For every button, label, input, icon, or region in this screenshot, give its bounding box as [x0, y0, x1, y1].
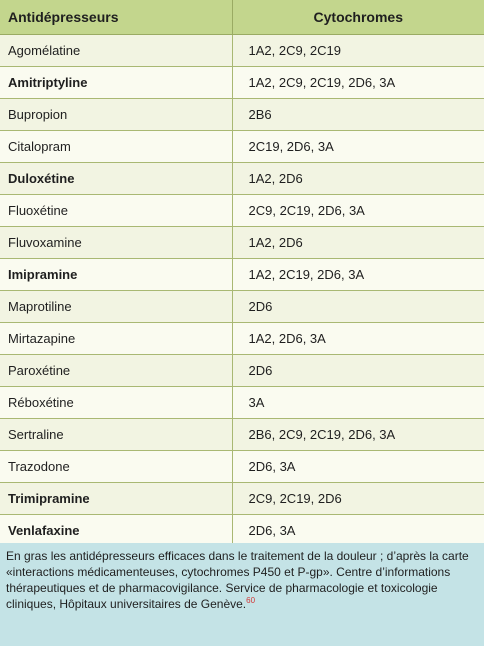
table-row — [0, 419, 484, 451]
cytochrome-cell: 1A2, 2C19, 2D6, 3A — [232, 259, 484, 291]
drug-name-cell: Citalopram — [0, 131, 232, 163]
table-row — [0, 131, 484, 163]
header-antidepresseurs: Antidépresseurs — [0, 0, 232, 35]
cytochrome-cell: 2D6, 3A — [232, 515, 484, 547]
drug-name-cell: Duloxétine — [0, 163, 232, 195]
table-row — [0, 67, 484, 99]
cytochrome-cell: 1A2, 2D6 — [232, 163, 484, 195]
table-row — [0, 163, 484, 195]
cytochrome-cell: 2D6 — [232, 291, 484, 323]
drug-name-cell: Agomélatine — [0, 35, 232, 67]
table-row — [0, 483, 484, 515]
table-row — [0, 259, 484, 291]
cytochrome-cell: 2D6 — [232, 355, 484, 387]
table-row — [0, 227, 484, 259]
table-row — [0, 99, 484, 131]
cytochrome-cell: 1A2, 2D6, 3A — [232, 323, 484, 355]
cytochrome-cell: 2B6 — [232, 99, 484, 131]
table-row — [0, 195, 484, 227]
cytochrome-cell: 2C19, 2D6, 3A — [232, 131, 484, 163]
drug-name-cell: Mirtazapine — [0, 323, 232, 355]
drug-name-cell: Maprotiline — [0, 291, 232, 323]
drug-name-cell: Imipramine — [0, 259, 232, 291]
drug-name-cell: Fluvoxamine — [0, 227, 232, 259]
footnote-reference: 60 — [246, 596, 256, 605]
cytochrome-cell: 2D6, 3A — [232, 451, 484, 483]
table-row — [0, 451, 484, 483]
table-row — [0, 387, 484, 419]
footnote-text: En gras les antidépresseurs efficaces dans le traitement de la douleur ; d’après la carte «interactions médicamenteuses, cytochromes P450 et P-gp». Centre d’informations thérapeutiques et de pharmacovigilance. Service de pharmacologie et toxicologie cliniques, Hôpitaux universitaires de Genève. — [6, 549, 469, 611]
table-row — [0, 323, 484, 355]
drug-name-cell: Sertraline — [0, 419, 232, 451]
table-row — [0, 515, 484, 547]
cytochrome-cell: 2C9, 2C19, 2D6 — [232, 483, 484, 515]
header-cytochromes: Cytochromes — [232, 0, 484, 35]
cytochrome-cell: 2C9, 2C19, 2D6, 3A — [232, 195, 484, 227]
cytochrome-cell: 3A — [232, 387, 484, 419]
cytochrome-cell: 1A2, 2C9, 2C19, 2D6, 3A — [232, 67, 484, 99]
table-footnote — [0, 543, 484, 646]
cytochrome-cell: 1A2, 2C9, 2C19 — [232, 35, 484, 67]
drug-name-cell: Paroxétine — [0, 355, 232, 387]
drug-name-cell: Bupropion — [0, 99, 232, 131]
table-row — [0, 291, 484, 323]
cytochrome-cell: 2B6, 2C9, 2C19, 2D6, 3A — [232, 419, 484, 451]
table-header-row — [0, 0, 484, 35]
drug-name-cell: Amitriptyline — [0, 67, 232, 99]
drug-name-cell: Réboxétine — [0, 387, 232, 419]
table-row — [0, 35, 484, 67]
drug-name-cell: Venlafaxine — [0, 515, 232, 547]
drug-name-cell: Trimipramine — [0, 483, 232, 515]
drug-name-cell: Trazodone — [0, 451, 232, 483]
cytochrome-cell: 1A2, 2D6 — [232, 227, 484, 259]
table-row — [0, 355, 484, 387]
drug-name-cell: Fluoxétine — [0, 195, 232, 227]
